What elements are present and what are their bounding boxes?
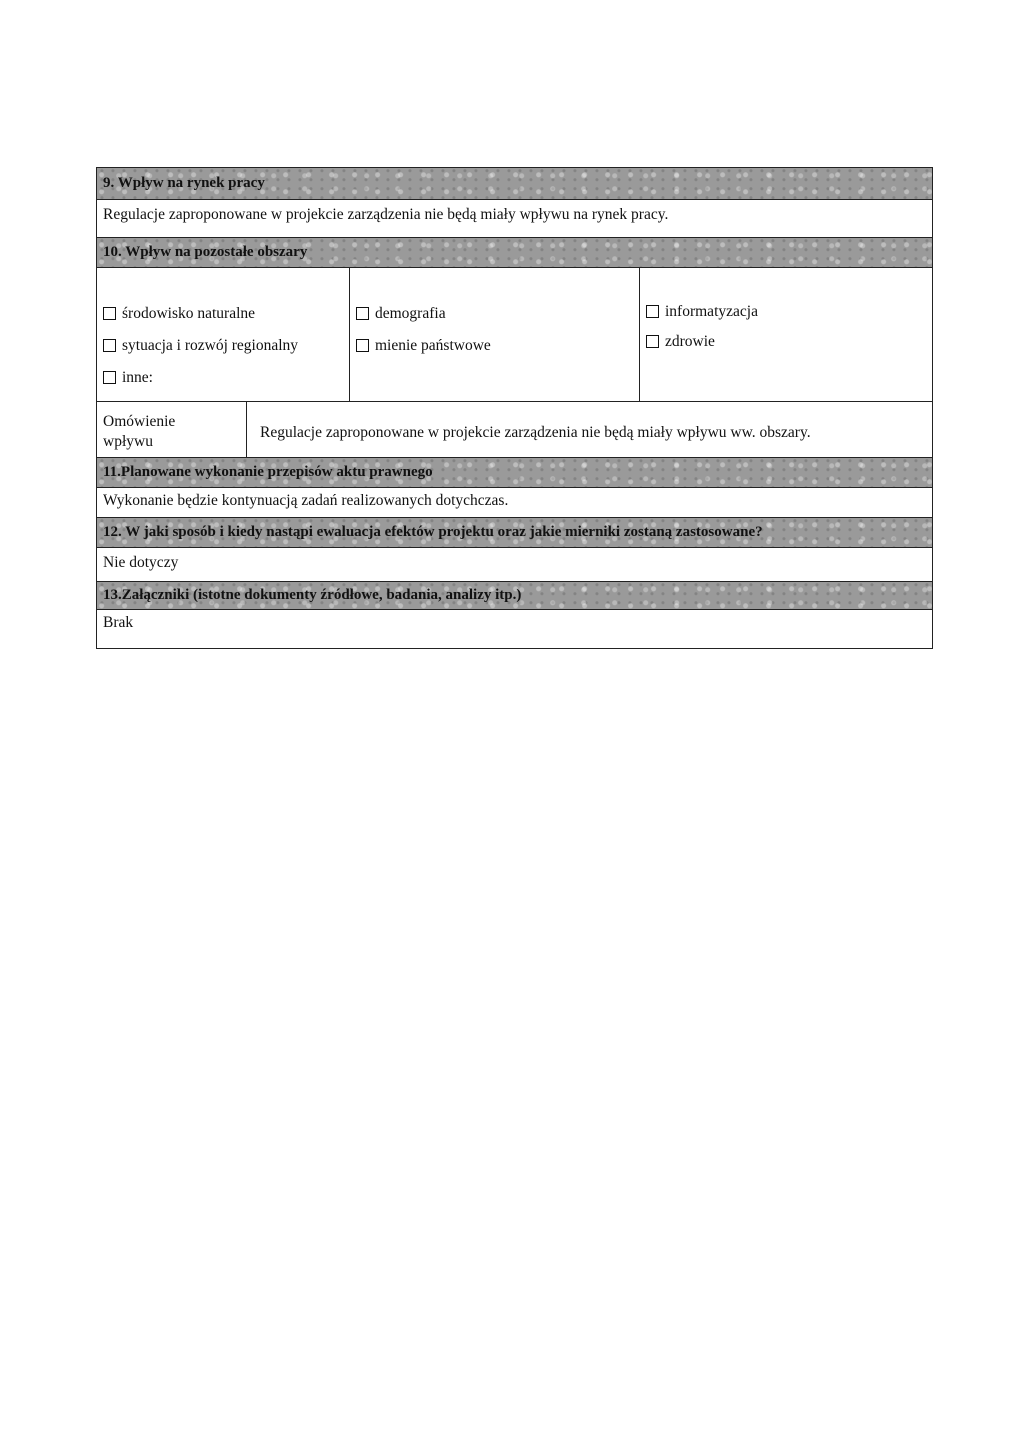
section-12-header: 12. W jaki sposób i kiedy nastąpi ewaluacja efektów projektu oraz jakie mierniki zostaną zastosowane? [97,518,932,548]
checkbox-label: sytuacja i rozwój regionalny [122,336,299,354]
checkbox-label: inne: [122,368,153,386]
checkbox-item-demografia[interactable] [356,304,639,323]
impact-discussion-text: Regulacje zaproponowane w projekcie zarządzenia nie będą miały wpływu ww. obszary. [260,423,811,441]
checkbox-item-zdrowie[interactable] [646,332,932,351]
checkbox-empty-icon[interactable] [646,335,659,348]
section-11-header: 11.Planowane wykonanie przepisów aktu prawnego [97,458,932,488]
checkbox-label: informatyzacja [665,302,758,320]
checkbox-column-1 [97,268,349,401]
section-11-text: Wykonanie będzie kontynuacją zadań realizowanych dotychczas. [97,488,932,518]
checkbox-empty-icon[interactable] [646,305,659,318]
section-10-header: 10. Wpływ na pozostałe obszary [97,238,932,268]
checkbox-empty-icon[interactable] [103,371,116,384]
checkbox-empty-icon[interactable] [103,339,116,352]
checkbox-column-2 [349,268,639,401]
impact-discussion-label [97,402,247,457]
checkbox-column-3 [639,268,932,401]
checkbox-empty-icon[interactable] [356,339,369,352]
impact-assessment-form [96,167,933,649]
section-9-header: 9. Wpływ na rynek pracy [97,168,932,200]
section-13-header: 13.Załączniki (istotne dokumenty źródłowe, badania, analizy itp.) [97,582,932,610]
checkbox-item-srodowisko[interactable] [103,304,349,323]
checkbox-item-sytuacja[interactable] [103,336,349,355]
section-13-text: Brak [103,614,134,631]
section-9-text: Regulacje zaproponowane w projekcie zarządzenia nie będą miały wpływu na rynek pracy. [97,200,932,238]
impact-discussion-label-line-2: wpływu [103,433,153,450]
checkbox-label: demografia [375,304,446,322]
section-12-text: Nie dotyczy [97,548,932,582]
checkbox-item-mienie[interactable] [356,336,639,355]
checkbox-label: środowisko naturalne [122,304,256,322]
impact-discussion-label-line-1: Omówienie [103,413,176,430]
impact-discussion-row [97,402,932,458]
checkbox-item-informatyzacja[interactable] [646,302,932,321]
checkbox-label: zdrowie [665,332,715,350]
checkbox-item-inne[interactable] [103,368,349,387]
checkbox-empty-icon[interactable] [356,307,369,320]
checkbox-empty-icon[interactable] [103,307,116,320]
section-10-checkbox-grid [97,268,932,402]
checkbox-label: mienie państwowe [375,336,491,354]
